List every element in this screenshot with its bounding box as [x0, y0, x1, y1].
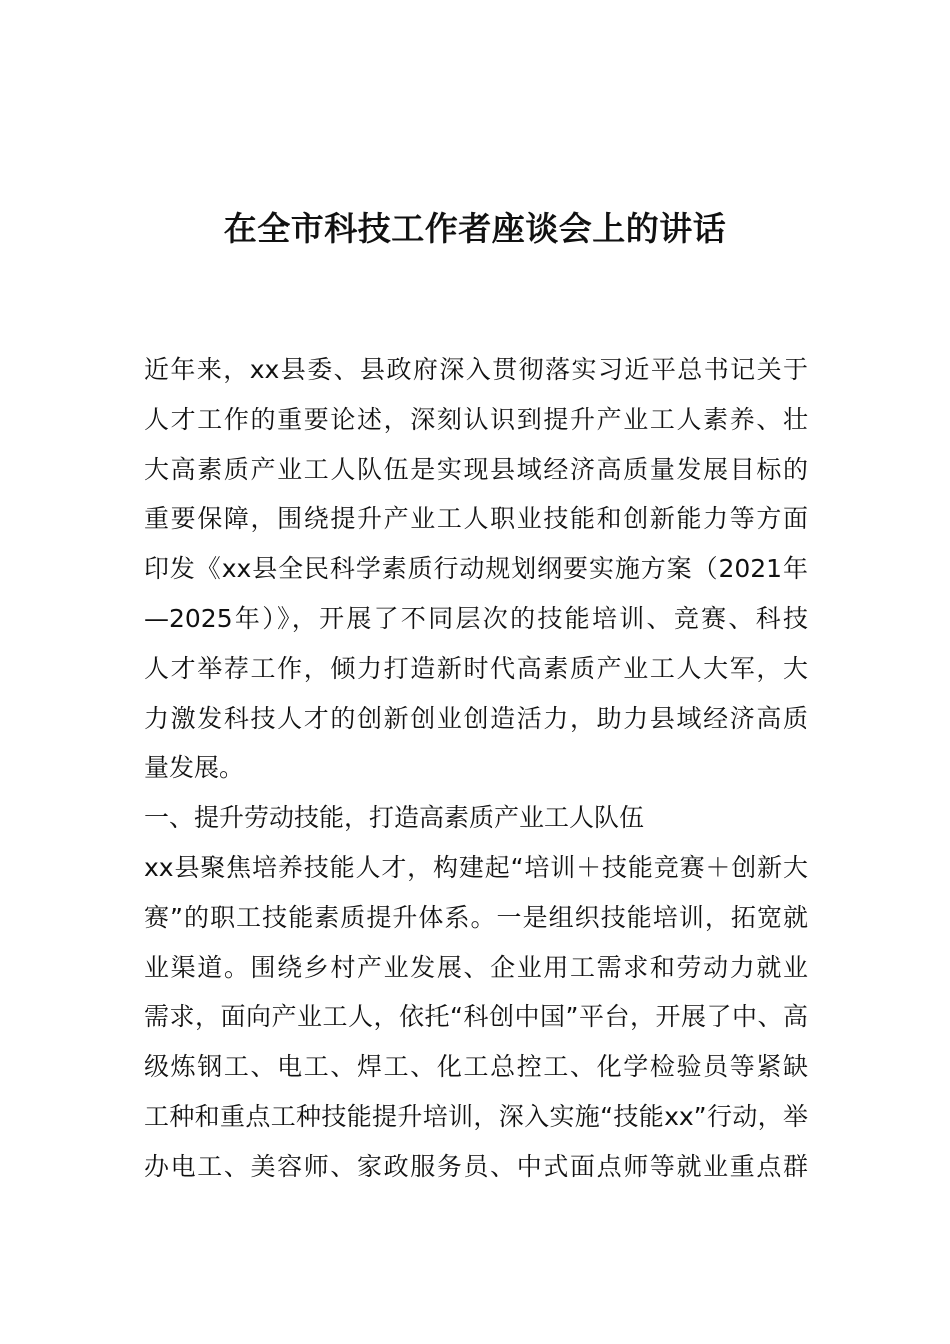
- paragraph-line: —2025年）》，开展了不同层次的技能培训、竞赛、科技: [144, 603, 808, 633]
- paragraph-line: 办电工、美容师、家政服务员、中式面点师等就业重点群: [144, 1151, 808, 1181]
- document-title: 在全市科技工作者座谈会上的讲话: [223, 209, 727, 248]
- paragraph-line: 近年来，xx县委、县政府深入贯彻落实习近平总书记关于: [144, 355, 808, 384]
- section-heading: 一、提升劳动技能，打造高素质产业工人队伍: [144, 803, 645, 833]
- paragraph-line: 大高素质产业工人队伍是实现县域经济高质量发展目标的: [144, 454, 808, 484]
- paragraph-line: 重要保障，围绕提升产业工人职业技能和创新能力等方面: [144, 504, 808, 534]
- paragraph-line: 工种和重点工种技能提升培训，深入实施“技能xx”行动，举: [144, 1101, 808, 1131]
- document-body: [144, 345, 808, 1192]
- paragraph-line: 人才工作的重要论述，深刻认识到提升产业工人素养、壮: [144, 404, 808, 434]
- paragraph-line: xx县聚焦培养技能人才，构建起“培训＋技能竞赛＋创新大: [144, 852, 808, 882]
- paragraph-line: 量发展。: [144, 753, 245, 783]
- paragraph-line: 业渠道。围绕乡村产业发展、企业用工需求和劳动力就业: [144, 952, 808, 982]
- paragraph-line: 赛”的职工技能素质提升体系。一是组织技能培训，拓宽就: [144, 902, 808, 932]
- paragraph-line: 印发《xx县全民科学素质行动规划纲要实施方案（2021年: [144, 554, 808, 584]
- paragraph-line: 力激发科技人才的创新创业创造活力，助力县域经济高质: [144, 703, 808, 733]
- paragraph-line: 人才举荐工作，倾力打造新时代高素质产业工人大军，大: [144, 653, 808, 683]
- paragraph-line: 级炼钢工、电工、焊工、化工总控工、化学检验员等紧缺: [144, 1052, 808, 1082]
- paragraph-line: 需求，面向产业工人，依托“科创中国”平台，开展了中、高: [144, 1002, 808, 1032]
